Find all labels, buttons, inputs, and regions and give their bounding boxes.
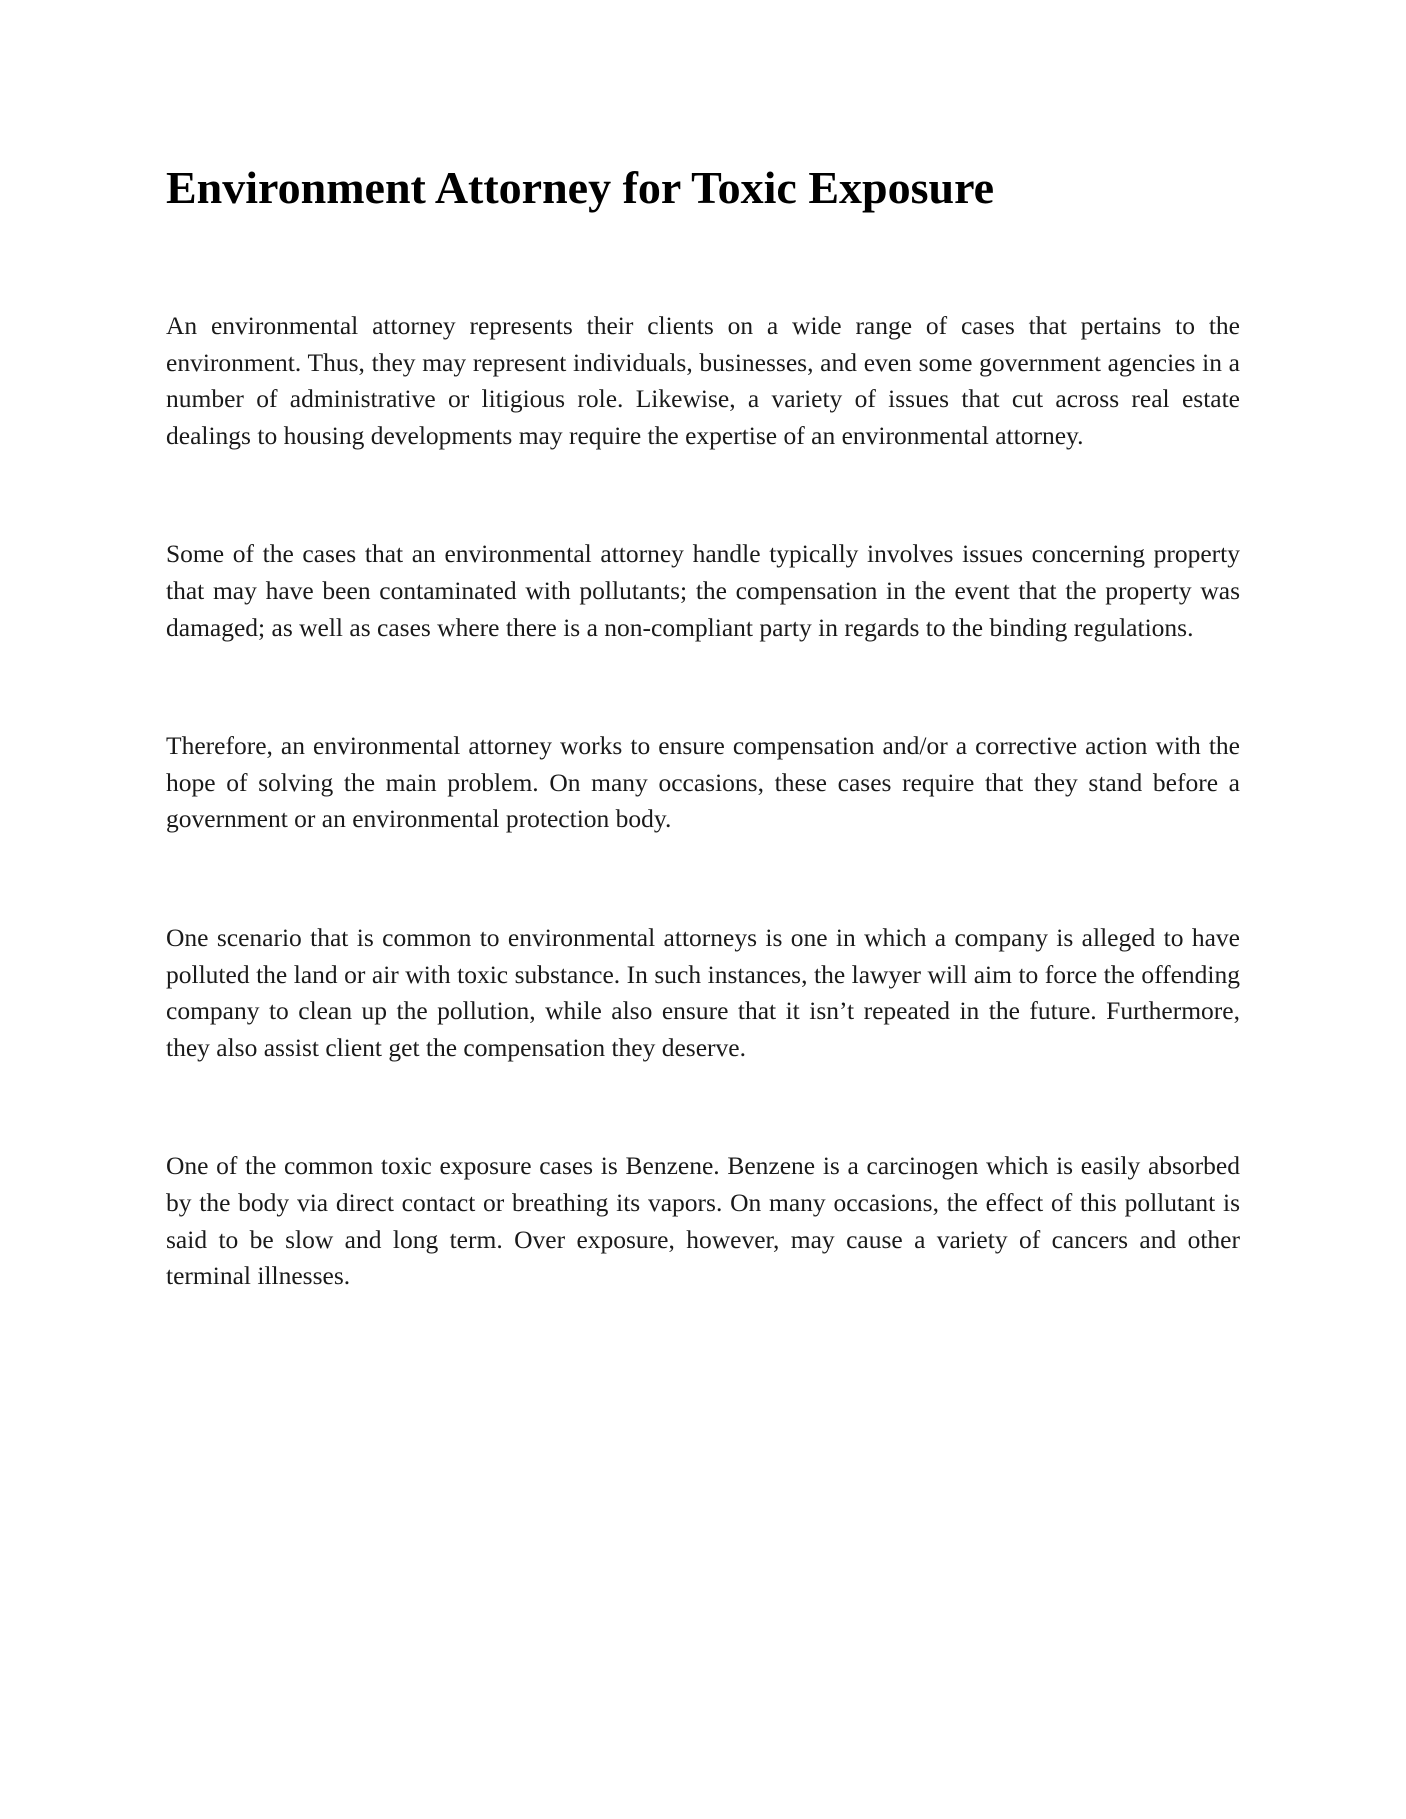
document-title: Environment Attorney for Toxic Exposure [166,162,995,213]
paragraph-compensation: Therefore, an environmental attorney works to ensure compensation and/or a corrective action with the hope of solving the main problem. On many occasions, these cases require that they stand before a government or an environmental protection body. [166,731,1240,834]
paragraph-benzene: One of the common toxic exposure cases is Benzene. Benzene is a carcinogen which is easily absorbed by the body via direct contact or breathing its vapors. On many occasions, the effect of this pollutant is said to be slow and long term. Over exposure, however, may cause a variety of cancers and other terminal illnesses. [166,1151,1240,1291]
paragraph-scenario: One scenario that is common to environmental attorneys is one in which a company is alleged to have polluted the land or air with toxic substance. In such instances, the lawyer will aim to force the offending company to clean up the pollution, while also ensure that it isn’t repeated in the future. Furthermore, they also assist client get the compensation they deserve. [166,922,1240,1062]
paragraph-case-types: Some of the cases that an environmental attorney handle typically involves issues concerning property that may have been contaminated with pollutants; the compensation in the event that the property was damaged; as well as cases where there is a non-compliant party in regards to the binding regulations. [166,539,1240,642]
document-body [166,158,1240,1295]
paragraph-intro: An environmental attorney represents their clients on a wide range of cases that pertains to the environment. Thus, they may represent individuals, businesses, and even some government agencies in a number of administrative or litigious role. Likewise, a variety of issues that cut across real estate dealings to housing developments may require the expertise of an environmental attorney. [166,311,1240,450]
